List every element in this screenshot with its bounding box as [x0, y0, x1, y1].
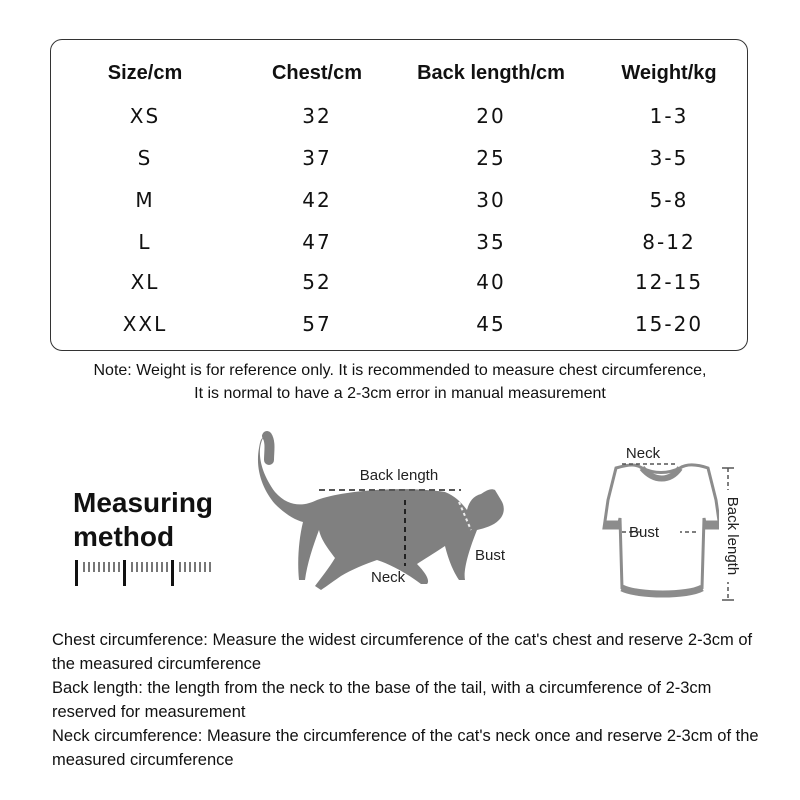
cell-size: XXL — [122, 312, 168, 336]
shirt-diagram — [578, 438, 748, 608]
measuring-title-line-1: Measuring — [73, 487, 214, 518]
measuring-method-title — [73, 486, 213, 554]
cell-chest: 57 — [302, 312, 332, 336]
cat-silhouette-icon — [258, 438, 504, 590]
cell-chest: 47 — [302, 230, 332, 254]
chest-description: Chest circumference: Measure the widest circumference of the cat's chest and reserve 2-3cm of the measured circumference — [52, 631, 753, 673]
cell-size: L — [138, 230, 152, 254]
cell-back-length: 30 — [476, 188, 506, 212]
cell-weight: 12-15 — [634, 270, 704, 294]
back-length-description: Back length: the length from the neck to the base of the tail, with a circumference of 2-3cm reserved for measurement — [52, 679, 712, 721]
cell-back-length: 35 — [476, 230, 506, 254]
cat-bust-label: Bust — [475, 547, 506, 564]
neck-description: Neck circumference: Measure the circumference of the cat's neck once and reserve 2-3cm of the measured circumference — [52, 727, 759, 769]
cell-weight: 3-5 — [649, 146, 689, 170]
cell-chest: 42 — [302, 188, 332, 212]
cell-size: M — [135, 188, 155, 212]
measurement-descriptions — [52, 628, 772, 772]
cell-back-length: 25 — [476, 146, 506, 170]
cat-back-length-label: Back length — [359, 467, 439, 484]
cell-chest: 52 — [302, 270, 332, 294]
note-line-2: It is normal to have a 2-3cm error in manual measurement — [194, 385, 606, 402]
cell-weight: 1-3 — [649, 104, 689, 128]
ruler-icon — [75, 558, 215, 588]
header-chest: Chest/cm — [271, 62, 363, 84]
cat-neck-label: Neck — [371, 569, 406, 586]
shirt-back-length-label: Back length — [724, 496, 741, 576]
shirt-neck-label: Neck — [625, 445, 661, 462]
cell-weight: 5-8 — [649, 188, 689, 212]
cell-back-length: 45 — [476, 312, 506, 336]
shirt-bust-label: Bust — [628, 524, 660, 541]
cell-size: S — [137, 146, 153, 170]
cell-size: XS — [129, 104, 161, 128]
header-back-length: Back length/cm — [417, 62, 565, 84]
cell-size: XL — [130, 270, 160, 294]
cell-weight: 8-12 — [642, 230, 696, 254]
header-size: Size/cm — [107, 62, 183, 84]
cell-back-length: 20 — [476, 104, 506, 128]
cell-weight: 15-20 — [634, 312, 704, 336]
size-table — [50, 39, 748, 351]
cell-chest: 37 — [302, 146, 332, 170]
cell-back-length: 40 — [476, 270, 506, 294]
measuring-title-line-2: method — [73, 521, 175, 552]
note-line-1: Note: Weight is for reference only. It is recommended to measure chest circumference, — [93, 362, 707, 379]
header-weight: Weight/kg — [621, 62, 717, 84]
cat-diagram — [255, 430, 545, 610]
cell-chest: 32 — [302, 104, 332, 128]
